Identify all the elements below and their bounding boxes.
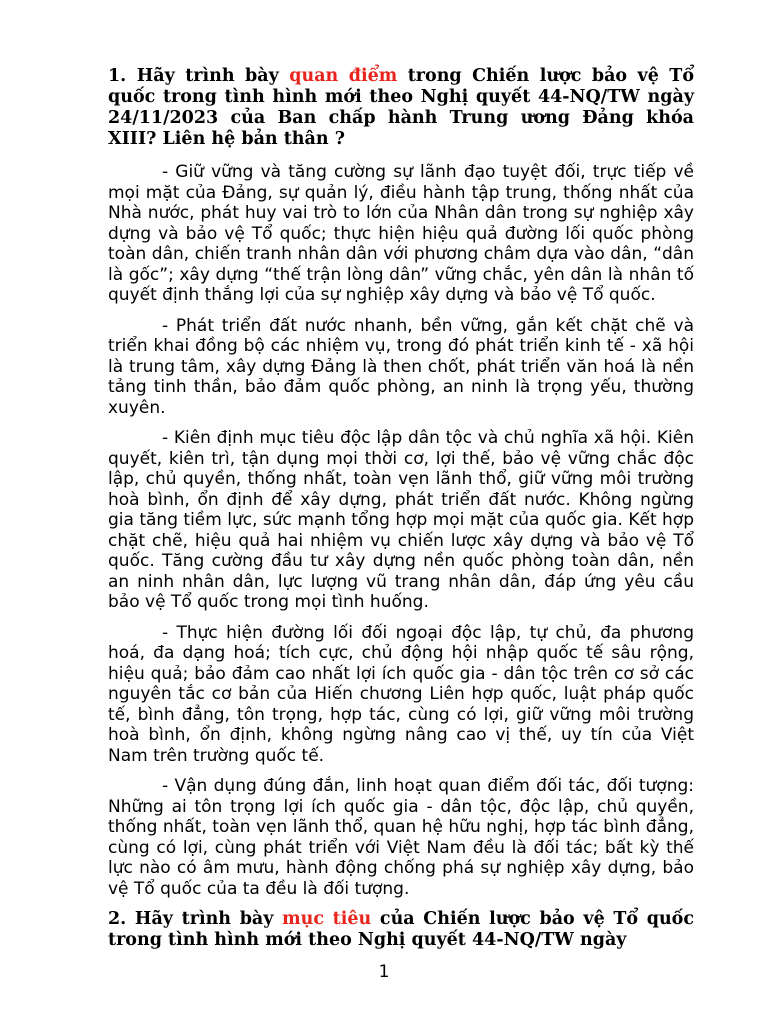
question-1-heading — [108, 66, 694, 150]
paragraph-4: - Thực hiện đường lối đối ngoại độc lập, tự chủ, đa phương hoá, đa dạng hoá; tích cực, chủ động hội nhập quốc tế sâu rộng, hiệu quả; bảo đảm cao nhất lợi ích quốc gia - dân tộc trên cơ sở các nguyên tắc cơ bản của Hiến chương Liên hợp quốc, luật pháp quốc tế, bình đẳng, tôn trọng, hợp tác, cùng có lợi, giữ vững môi trường hoà bình, ổn định, không ngừng nâng cao vị thế, uy tín của Việt Nam trên trường quốc tế. — [108, 622, 694, 766]
paragraph-3: - Kiên định mục tiêu độc lập dân tộc và chủ nghĩa xã hội. Kiên quyết, kiên trì, tận dụng mọi thời cơ, lợi thế, bảo vệ vững chắc độc lập, chủ quyền, thống nhất, toàn vẹn lãnh thổ, giữ vững môi trường hoà bình, ổn định để xây dựng, phát triển đất nước. Không ngừng gia tăng tiềm lực, sức mạnh tổng hợp mọi mặt của quốc gia. Kết hợp chặt chẽ, hiệu quả hai nhiệm vụ chiến lược xây dựng và bảo vệ Tổ quốc. Tăng cường đầu tư xây dựng nền quốc phòng toàn dân, nền an ninh nhân dân, lực lượng vũ trang nhân dân, đáp ứng yêu cầu bảo vệ Tổ quốc trong mọi tình huống. — [108, 428, 694, 612]
question-2-prefix: 2. Hãy trình bày — [108, 909, 283, 929]
paragraph-5: - Vận dụng đúng đắn, linh hoạt quan điểm đối tác, đối tượng: Những ai tôn trọng lợi ích quốc gia - dân tộc, độc lập, chủ quyền, thống nhất, toàn vẹn lãnh thổ, quan hệ hữu nghị, hợp tác bình đẳng, cùng có lợi, cùng phát triển với Việt Nam đều là đối tác; bất kỳ thế lực nào có âm mưu, hành động chống phá sự nghiệp xây dựng, bảo vệ Tổ quốc của ta đều là đối tượng. — [108, 776, 694, 899]
question-1-suffix: trong Chiến lược bảo vệ Tổ quốc trong tình hình mới theo Nghị quyết 44-NQ/TW ngày 24/11/2023 của Ban chấp hành Trung ương Đảng khóa XIII? Liên hệ bản thân ? — [108, 66, 694, 149]
question-2-heading — [108, 909, 694, 951]
question-1-highlight: quan điểm — [289, 66, 398, 86]
document-page — [108, 66, 694, 963]
paragraph-1: - Giữ vững và tăng cường sự lãnh đạo tuyệt đối, trực tiếp về mọi mặt của Đảng, sự quản lý, điều hành tập trung, thống nhất của Nhà nước, phát huy vai trò to lớn của Nhân dân trong sự nghiệp xây dựng và bảo vệ Tổ quốc; thực hiện hiệu quả đường lối quốc phòng toàn dân, chiến tranh nhân dân với phương châm dựa vào dân, “dân là gốc”; xây dựng “thế trận lòng dân” vững chắc, yên dân là nhân tố quyết định thắng lợi của sự nghiệp xây dựng và bảo vệ Tổ quốc. — [108, 162, 694, 305]
question-2-suffix: của Chiến lược bảo vệ Tổ quốc trong tình hình mới theo Nghị quyết 44-NQ/TW ngày — [108, 909, 695, 950]
question-2-highlight: mục tiêu — [282, 909, 372, 929]
page-number: 1 — [378, 962, 390, 982]
question-1-prefix: 1. Hãy trình bày — [108, 66, 290, 86]
paragraph-2: - Phát triển đất nước nhanh, bền vững, gắn kết chặt chẽ và triển khai đồng bộ các nhiệm vụ, trong đó phát triển kinh tế - xã hội là trung tâm, xây dựng Đảng là then chốt, phát triển văn hoá là nền tảng tinh thần, bảo đảm quốc phòng, an ninh là trọng yếu, thường xuyên. — [108, 315, 694, 418]
